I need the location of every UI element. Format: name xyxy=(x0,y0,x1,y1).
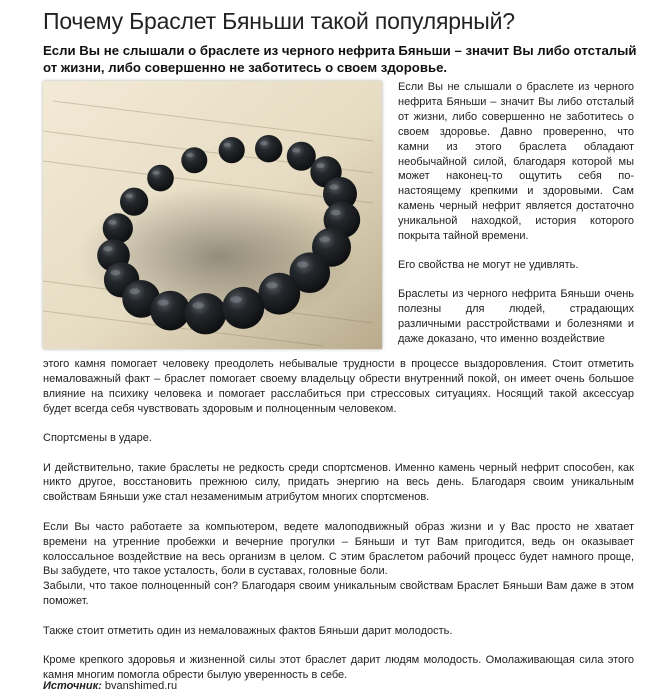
bead-highlight xyxy=(266,282,278,289)
bead-highlight xyxy=(192,302,204,309)
bracelet-bead xyxy=(103,213,133,243)
bead-highlight xyxy=(319,236,330,242)
body-paragraph: Кроме крепкого здоровья и жизненной силы этот браслет дарит людям молодость. Омолаживающая сила этого камня многим помогла обрести былую уверенность в себе. xyxy=(43,654,634,681)
bead-highlight xyxy=(316,163,325,168)
source-line xyxy=(43,680,177,692)
body-paragraph: Если Вы часто работаете за компьютером, ведете малоподвижный образ жизни и у Вас просто не хватает времени на утренние пробежки и вечерние прогулки – Бяньши и тут Вам пригодится, ведь он оказывает колоссальное воздействие на весь организм в целом. С этим браслетом рабочий процесс будет намного проще, Вы забудете, что такое усталость, боли в суставах, головные боли. xyxy=(43,520,634,578)
bracelet-bead xyxy=(258,273,300,315)
side-paragraph: Если Вы не слышали о браслете из черного нефрита Бяньши – значит Вы либо отсталый от жизни, либо совершенно не заботитесь о своем здоровье. Давно проверенно, что камни из этого браслета обладают необычайной силой, благодаря которой мы может наконец-то ощутить себя по-настоящему крепкими и здоровыми. Сам камень черный нефрит является достаточно уникальной находкой, история которого покрыта тайной времени. xyxy=(398,81,634,243)
bead-highlight xyxy=(158,299,169,305)
bracelet-bead xyxy=(147,165,174,192)
source-link[interactable]: bvanshimed.ru xyxy=(104,680,178,692)
bead-highlight xyxy=(297,261,308,268)
bead-highlight xyxy=(186,153,193,157)
body-paragraph: этого камня помогает человеку преодолеть небывалые трудности в процессе выздоровления. Стоит отметить немаловажный факт – браслет помогает своему владельцу обрести внутренний покой, он имеет очень большое влияние на психику человека и помогает расслабиться при стрессовых ситуациях. Носящий такой аксессуар будет всегда себя чувствовать здоровым и полноценным человеком. xyxy=(43,358,634,415)
bead-highlight xyxy=(292,148,300,153)
bracelet-bead xyxy=(222,287,264,329)
article-body xyxy=(43,357,634,697)
side-column xyxy=(398,80,634,347)
bead-highlight xyxy=(125,194,133,198)
bead-highlight xyxy=(260,141,268,145)
article-lead: Если Вы не слышали о браслете из черного нефрита Бяньши – значит Вы либо отсталый от жизни, либо совершенно не заботитесь о своем здоровье. xyxy=(43,43,637,75)
side-paragraph: Его свойства не могут не удивлять. xyxy=(398,258,579,271)
bracelet-bead xyxy=(120,188,148,216)
bead-highlight xyxy=(129,288,140,294)
bead-highlight xyxy=(230,296,242,303)
side-paragraph: Браслеты из черного нефрита Бяньши очень полезны для людей, страдающих различными расстройствами и болезнями и даже доказано, что именно воздействие xyxy=(398,287,634,345)
bracelet-bead xyxy=(255,135,282,162)
bead-highlight xyxy=(111,270,121,276)
body-paragraph: И действительно, такие браслеты не редкость среди спортсменов. Именно камень черный нефрит способен, как никто другое, восстановить прежнюю силу, придать энергию на весь день. Благодаря своим уникальным свойствам Бяньши уже стал незаменимым атрибутом многих спортсменов. xyxy=(43,461,634,504)
bead-highlight xyxy=(330,210,340,216)
bead-highlight xyxy=(329,184,339,189)
source-label: Источник: xyxy=(43,680,102,692)
bracelet-bead xyxy=(219,137,245,163)
bracelet-bead xyxy=(181,147,207,173)
bead-highlight xyxy=(223,143,230,147)
bead-highlight xyxy=(103,246,112,251)
bracelet-bead xyxy=(185,293,226,334)
bracelet-bead xyxy=(150,291,190,331)
bead-highlight xyxy=(152,171,159,175)
body-paragraph: Забыли, что такое полноценный сон? Благодаря своим уникальным свойствам Браслет Бяньши Вам даже в этом поможет. xyxy=(43,580,634,608)
body-paragraph: Также стоит отметить один из немаловажных фактов Бяньши дарит молодость. xyxy=(43,624,453,637)
article-title: Почему Браслет Бяньши такой популярный? xyxy=(43,8,515,34)
body-paragraph: Спортсмены в ударе. xyxy=(43,432,152,445)
bracelet-photo xyxy=(43,81,382,349)
bead-highlight xyxy=(108,220,116,225)
